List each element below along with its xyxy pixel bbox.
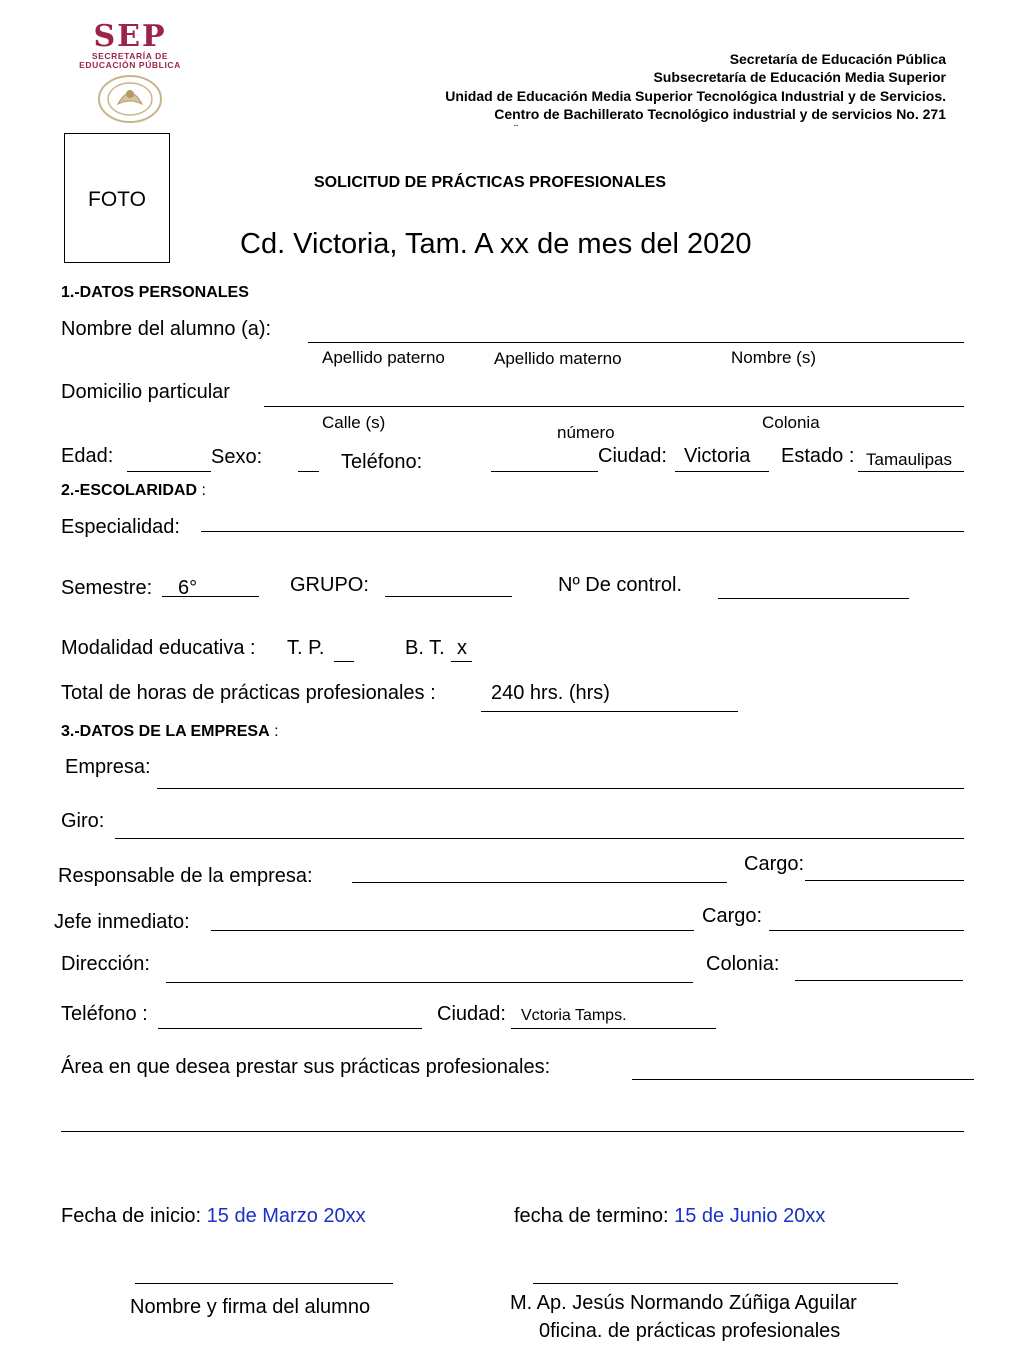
tp-line[interactable]: [334, 661, 354, 662]
cargo1-label: Cargo:: [744, 853, 805, 875]
cargo1-line[interactable]: [805, 880, 964, 881]
semester-line[interactable]: [162, 596, 259, 597]
header-line-4: Centro de Bachillerato Tecnológico industrial y de servicios No. 271: [494, 106, 946, 122]
bt-value: x: [457, 637, 467, 659]
boss-line[interactable]: [211, 930, 694, 931]
control-line[interactable]: [718, 598, 909, 599]
company-phone-label: Teléfono :: [61, 1003, 148, 1025]
state-value: Tamaulipas: [866, 450, 952, 469]
hours-label: Total de horas de prácticas profesionales :: [61, 682, 436, 704]
apellido-paterno-hint: Apellido paterno: [322, 348, 445, 367]
officer-signature-line[interactable]: [533, 1283, 898, 1284]
age-line[interactable]: [127, 471, 211, 472]
company-colonia-label: Colonia:: [706, 953, 780, 975]
mexican-seal-icon: [96, 74, 164, 124]
start-date: [61, 1205, 366, 1228]
specialty-line[interactable]: [201, 531, 964, 532]
section-company-heading: [61, 723, 279, 741]
sex-label: Sexo:: [211, 446, 263, 468]
company-phone-line[interactable]: [158, 1028, 422, 1029]
section-company-colon: :: [274, 723, 279, 740]
end-date-label: fecha de termino:: [514, 1205, 669, 1227]
section-schooling-colon: :: [201, 482, 206, 499]
company-address-line[interactable]: [166, 982, 693, 983]
calle-hint: Calle (s): [322, 413, 386, 432]
student-signature-caption: Nombre y firma del alumno: [130, 1296, 371, 1318]
tp-label: T. P.: [287, 637, 325, 659]
cargo2-label: Cargo:: [702, 905, 763, 927]
end-date-value: 15 de Junio 20xx: [674, 1205, 826, 1227]
semester-value: 6°: [178, 577, 198, 599]
area-label: Área en que desea prestar sus prácticas profesionales:: [61, 1056, 551, 1078]
hours-line[interactable]: [481, 711, 738, 712]
business-label: Giro:: [61, 810, 105, 832]
area-line-2[interactable]: [61, 1131, 964, 1132]
city-value: Victoria: [684, 445, 751, 467]
sex-line[interactable]: [298, 471, 319, 472]
student-name-line[interactable]: [308, 342, 964, 343]
phone-label: Teléfono:: [341, 451, 423, 473]
apellido-materno-hint: Apellido materno: [494, 349, 622, 368]
boss-label: Jefe inmediato:: [54, 911, 190, 933]
company-city-label: Ciudad:: [437, 1003, 506, 1025]
specialty-label: Especialidad:: [61, 516, 180, 538]
section-company-title: 3.-DATOS DE LA EMPRESA: [61, 723, 270, 740]
header-line-1: Secretaría de Educación Pública: [729, 51, 946, 67]
bt-line[interactable]: [451, 661, 472, 662]
cargo2-line[interactable]: [769, 930, 964, 931]
semester-label: Semestre:: [61, 577, 153, 599]
sep-logo-line2: EDUCACIÓN PÚBLICA: [79, 60, 181, 70]
header-mark: ¨: [514, 122, 518, 136]
sep-logo-line1: SECRETARÍA DE: [91, 51, 169, 61]
bt-label: B. T.: [405, 637, 445, 659]
group-label: GRUPO:: [290, 574, 369, 596]
start-date-value: 15 de Marzo 20xx: [206, 1205, 366, 1227]
hours-value: 240 hrs. (hrs): [491, 682, 610, 704]
sep-logo: [60, 19, 200, 70]
group-line[interactable]: [385, 596, 512, 597]
student-name-label: Nombre del alumno (a):: [61, 318, 272, 340]
officer-name: M. Ap. Jesús Normando Zúñiga Aguilar: [510, 1292, 857, 1314]
header-line-3: Unidad de Educación Media Superior Tecnológica Industrial y de Servicios.: [445, 88, 946, 104]
start-date-label: Fecha de inicio:: [61, 1205, 202, 1227]
area-line-1[interactable]: [632, 1079, 974, 1080]
address-line[interactable]: [264, 406, 964, 407]
phone-line[interactable]: [491, 471, 598, 472]
company-line[interactable]: [157, 788, 964, 789]
control-label: Nº De control.: [558, 574, 683, 596]
photo-label: FOTO: [88, 188, 146, 211]
colonia-hint: Colonia: [762, 413, 820, 432]
city-label: Ciudad:: [598, 445, 667, 467]
section-schooling-heading: [61, 482, 206, 500]
nombres-hint: Nombre (s): [731, 348, 817, 367]
company-address-label: Dirección:: [61, 953, 150, 975]
responsible-line[interactable]: [352, 882, 727, 883]
state-label: Estado :: [781, 445, 855, 467]
state-line[interactable]: [858, 471, 964, 472]
company-city-line[interactable]: [511, 1028, 716, 1029]
age-label: Edad:: [61, 445, 114, 467]
company-city-value: Vctoria Tamps.: [521, 1007, 627, 1024]
date-line: Cd. Victoria, Tam. A xx de mes del 2020: [240, 228, 752, 260]
responsible-label: Responsable de la empresa:: [58, 865, 313, 887]
section-personal-heading: 1.-DATOS PERSONALES: [61, 284, 249, 301]
modality-label: Modalidad educativa :: [61, 637, 256, 659]
city-line[interactable]: [675, 471, 769, 472]
address-label: Domicilio particular: [61, 381, 230, 403]
officer-office: 0ficina. de prácticas profesionales: [539, 1320, 841, 1342]
section-schooling-title: 2.-ESCOLARIDAD: [61, 482, 198, 499]
sep-logo-acronym: SEP: [93, 19, 167, 54]
form-title: SOLICITUD DE PRÁCTICAS PROFESIONALES: [314, 174, 667, 191]
business-line[interactable]: [115, 838, 964, 839]
header-line-2: Subsecretaría de Educación Media Superior: [653, 69, 946, 85]
numero-hint: número: [557, 423, 615, 442]
company-colonia-line[interactable]: [795, 980, 963, 981]
company-label: Empresa:: [65, 756, 151, 778]
student-signature-line[interactable]: [135, 1283, 393, 1284]
end-date: [514, 1205, 825, 1228]
